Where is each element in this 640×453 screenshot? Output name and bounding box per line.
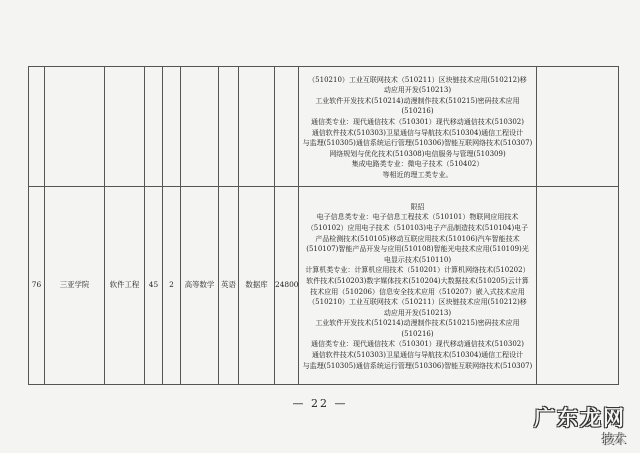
cell-plan [145, 67, 163, 187]
cell-fee [275, 67, 299, 187]
cell-fee: 24800 [275, 187, 299, 385]
requirement-line: 电显示技术(510110) [383, 255, 452, 264]
admission-table [28, 66, 619, 385]
requirement-line: 计算机类专业：计算机应用技术（510201）计算机网络技术(510202） [305, 266, 530, 275]
requirement-line: （510210）工业互联网技术（510211）区块链技术应用(510212)移 [308, 298, 527, 307]
cell-subject3 [239, 67, 275, 187]
cell-subject1: 高等数学 [181, 187, 219, 385]
watermark-sub: 技术 [601, 432, 626, 446]
cell-major: 软件工程 [105, 187, 145, 385]
requirement-line: 通信软件技术(510303)卫星通信与导航技术(510304)通信工程设计 [311, 351, 524, 360]
cell-plan: 45 [145, 187, 163, 385]
cell-requirements [299, 67, 537, 187]
requirement-line: 通信软件技术(510303)卫星通信与导航技术(510304)通信工程设计 [311, 128, 524, 137]
requirement-line: 限招 [410, 202, 425, 211]
requirement-line: 与监理(510305)通信系统运行管理(510306)智能互联网络技术(510307) [302, 139, 533, 148]
cell-school: 三亚学院 [45, 187, 105, 385]
requirement-line: 动应用开发(510213) [383, 308, 452, 317]
requirement-line: 技术应用（510206）信息安全技术应用（510207）嵌入式技术应用 [310, 287, 525, 296]
requirement-line: 等相近的理工类专业。 [382, 170, 453, 179]
table-row [29, 67, 619, 187]
requirement-line: 通信类专业：现代通信技术（510301）现代移动通信技术(510302) [311, 340, 524, 349]
requirement-line: 网络规划与优化技术(510308)电信服务与管理(510309) [329, 149, 506, 158]
requirement-line: 集成电路类专业：微电子技术（510402） [351, 160, 484, 169]
cell-years: 2 [163, 187, 181, 385]
cell-no: 76 [29, 187, 45, 385]
requirement-line: 工业软件开发技术(510214)动漫制作技术(510215)密码技术应用 [315, 319, 520, 328]
cell-school [45, 67, 105, 187]
cell-remarks [537, 187, 619, 385]
watermark-title: 广东龙网 [534, 406, 626, 430]
requirement-line: （510102）应用电子技术（510103)电子产品制造技术(510104)电子 [306, 223, 529, 232]
cell-remarks [537, 67, 619, 187]
requirement-line: (510216) [401, 329, 434, 338]
requirement-line: 与监理(510305)通信系统运行管理(510306)智能互联网络技术(510307) [302, 361, 533, 370]
cell-no [29, 67, 45, 187]
page-number: — 22 — [292, 397, 348, 410]
cell-subject3: 数据库 [239, 187, 275, 385]
table-row [29, 187, 619, 385]
watermark [534, 402, 626, 447]
requirement-line: 工业软件开发技术(510214)动漫制作技术(510215)密码技术应用 [315, 96, 520, 105]
requirement-line: (510216) [401, 107, 434, 116]
requirement-line: 通信类专业：现代通信技术（510301）现代移动通信技术(510302) [311, 117, 524, 126]
requirement-line: 动应用开发(510213) [383, 86, 452, 95]
requirement-line: 电子信息类专业：电子信息工程技术（510101）物联网应用技术 [316, 213, 519, 222]
cell-subject2: 英语 [219, 187, 239, 385]
requirement-line: 产品检测技术(510105)移动互联应用技术(510106)汽车智能技术 [315, 234, 520, 243]
requirement-line: 软件技术(510203)数字媒体技术(510204)大数据技术(510205)云计算 [306, 276, 529, 285]
cell-requirements [299, 187, 537, 385]
requirement-line: （510210）工业互联网技术（510211）区块链技术应用(510212)移 [308, 75, 527, 84]
requirement-line: (510107)智能产品开发与应用(510108)智能光电技术应用(510109)光 [306, 245, 529, 254]
cell-subject2 [219, 67, 239, 187]
cell-major [105, 67, 145, 187]
cell-years [163, 67, 181, 187]
cell-subject1 [181, 67, 219, 187]
